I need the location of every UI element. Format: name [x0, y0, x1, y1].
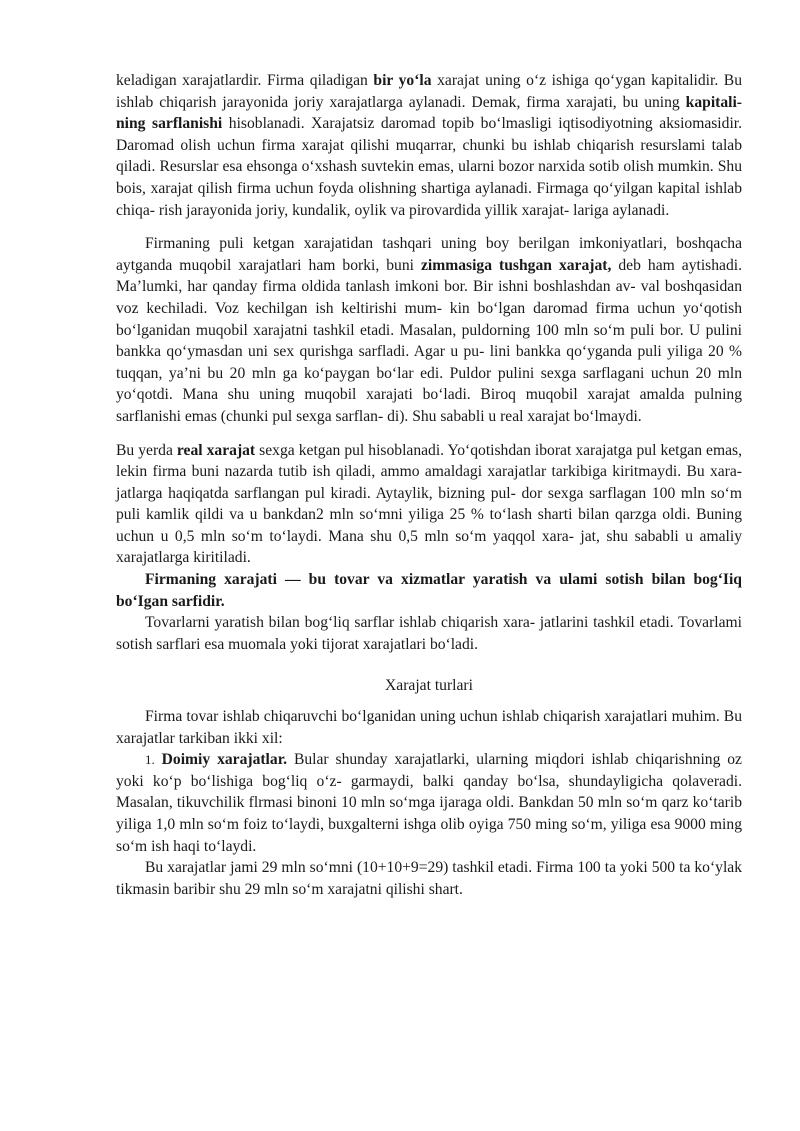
paragraph-definition — [116, 569, 742, 612]
bold-term: Doimiy xarajatlar. — [161, 751, 288, 769]
paragraph-1: keladigan xarajatlardir. Firma qiladigan bir yo‘la xarajat uning o‘z ishiga qo‘ygan kapitalidir. Bu ishlab chiqarish jarayonida joriy xarajatlarga aylanadi. Demak, firma xarajati, bu uning kapitali- ning sarflanishi hisoblanadi. Xarajatsiz daromad topib bo‘lmasligi iqtisodiyotning aksiomasidir. Daromad olish uchun firma xarajat qilishi muqarrar, chunki bu ishlab chiqarish resurslami talab qiladi. Resurslar esa ehsonga o‘xshash suvtekin emas, ularni bozor narxida sotib olish mumkin. Shu bois, xarajat qilish firma uchun foyda olishning shartiga aylanadi. Firmaga qo‘yilgan kapital ishlab chiqa- rish jarayonida joriy, kundalik, oylik va pirovardida yillik xarajat- lariga aylanadi. — [116, 72, 743, 219]
bold-term: zimmasiga tushgan xarajat, — [421, 256, 612, 274]
bold-definition: Firmaning xarajati — bu tovar va xizmatlar yaratish va ulami sotish bilan bog‘Iiq bo‘Igan sarfidir. — [116, 571, 742, 610]
bold-term: bir yo‘la — [373, 72, 432, 89]
paragraph-3: Bu yerda real xarajat sexga ketgan pul hisoblanadi. Yo‘qotishdan iborat xarajatga pul ketgan emas, lekin firma buni nazarda tutib ish qiladi, ammo amaldagi xarajatlar tarkibiga kiritmaydi. Bu xara- jatlarga haqiqatda sarflangan pul kiradi. Aytaylik, bizning pul- dor sexga sarflagan 100 mln so‘m puli kamlik qildi va u bankdan2 mln so‘mni yiliga 25 % to‘lash sharti bilan qarzga oldi. Buning uchun u 0,5 mln so‘m to‘laydi. Mana shu 0,5 mln so‘m yaqqol xara- jat, shu sababli u amaliy xarajatlarga kiritiladi. — [116, 441, 742, 567]
paragraph-8: Bu xarajatlar jami 29 mln so‘mni (10+10+9=29) tashkil etadi. Firma 100 ta yoki 500 ta ko‘ylak tikmasin baribir shu 29 mln so‘m xarajatni qilishi shart. — [116, 859, 742, 898]
paragraph-6: Firma tovar ishlab chiqaruvchi bo‘lganidan uning uchun ishlab chiqarish xarajatlari muhim. Bu xarajatlar tarkiban ikki xil: — [116, 708, 742, 747]
list-number: 1. — [145, 752, 155, 768]
bold-term: real xarajat — [176, 441, 256, 459]
paragraph-2: Firmaning puli ketgan xarajatidan tashqari uning boy berilgan imkoniyatlari, boshqacha aytganda muqobil xarajatlari ham borki, buni zimmasiga tushgan xarajat, deb ham aytishadi. Ma’lumki, har qanday firma oldida tanlash imkoni bor. Bir ishni boshlashdan av- val boshqasidan voz kechiladi. Voz kechilgan ish keltirishi mum- kin bo‘lgan daromad firma uchun yo‘qotish bo‘lganidan muqobil xarajatni tashkil etadi. Masalan, puldorning 100 mln so‘m puli bor. U pulini bankka qo‘ymasdan uni sex qurishga sarfladi. Agar u pu- lini bankka qo‘yganda puli yiliga 20 % tuqqan, ya’ni bu 20 mln ga ko‘paygan bo‘lar edi. Puldor pulini sexga sarflagani uchun 20 mln yo‘qotdi. Mana shu uning muqobil xarajati bo‘ladi. Biroq muqobil xarajat amalda pulning sarflanishi emas (chunki pul sexga sarflan- di). Shu sababli u real xarajat bo‘lmaydi. — [116, 235, 742, 425]
section-heading: Xarajat turlari — [385, 677, 473, 695]
bold-term: kapitali- ning sarflanishi — [116, 93, 742, 133]
paragraph-7: 1. Doimiy xarajatlar. Bular shunday xarajatlarki, ularning miqdori ishlab chiqarishning oz yoki ko‘p bo‘lishiga bog‘liq o‘z- garmaydi, balki qanday bo‘lsa, shundayligicha qolaveradi. Masalan, tikuvchilik flrmasi binoni 10 mln so‘mga ijaraga oldi. Bankdan 50 mln so‘m qarz ko‘tarib yiliga 1,0 mln so‘m foiz to‘laydi, buxgalterni ishga olib oyiga 750 ming so‘m, yiliga esa 9000 ming so‘m ish haqi to‘laydi. — [116, 751, 742, 855]
paragraph-5: Tovarlarni yaratish bilan bog‘liq sarflar ishlab chiqarish xara- jatlarini tashkil etadi. Tovarlami sotish sarflari esa muomala yoki tijorat xarajatlari bo‘ladi. — [116, 614, 742, 653]
